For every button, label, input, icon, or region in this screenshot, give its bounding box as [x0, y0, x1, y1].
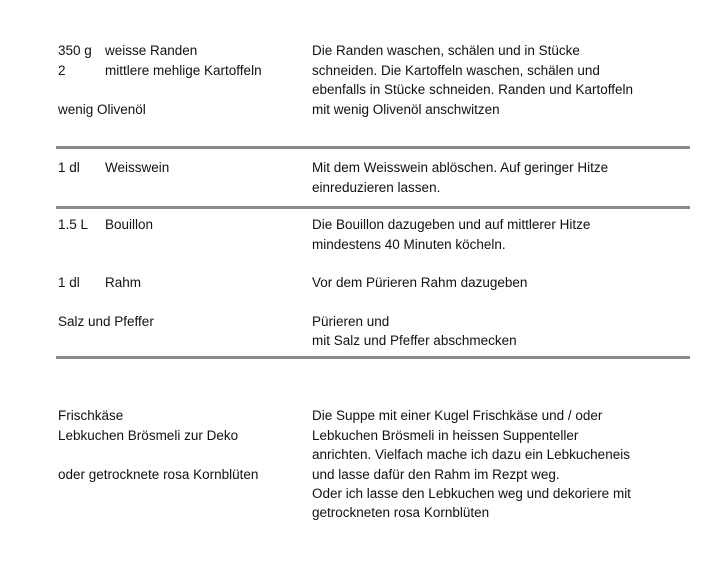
section-divider: [56, 146, 690, 149]
ingredient-qty: 1 dl: [58, 160, 80, 175]
ingredient-qty: 1 dl: [58, 275, 80, 290]
ingredient-name: oder getrocknete rosa Kornblüten: [58, 467, 259, 482]
instruction-line: anrichten. Vielfach mache ich dazu ein Lebkucheneis: [312, 447, 630, 462]
ingredient-name: weisse Randen: [105, 43, 198, 58]
ingredient-qty: 350 g: [58, 43, 92, 58]
instruction-line: ebenfalls in Stücke schneiden. Randen und Kartoffeln: [312, 82, 633, 97]
instruction-line: Die Suppe mit einer Kugel Frischkäse und / oder: [312, 408, 603, 423]
ingredient-name: Bouillon: [105, 217, 154, 232]
ingredient-name: Frischkäse: [58, 408, 124, 423]
instruction-line: Mit dem Weisswein ablöschen. Auf geringer Hitze: [312, 160, 609, 175]
instruction-line: getrockneten rosa Kornblüten: [312, 505, 490, 520]
ingredient-name: wenig Olivenöl: [58, 102, 146, 117]
instruction-line: mit wenig Olivenöl anschwitzen: [312, 102, 500, 117]
ingredient-name: Rahm: [105, 275, 142, 290]
ingredient-qty: 1.5 L: [58, 217, 89, 232]
ingredient-name: Lebkuchen Brösmeli zur Deko: [58, 428, 239, 443]
section-divider: [56, 206, 690, 209]
ingredient-qty: 2: [58, 63, 66, 78]
instruction-line: Die Bouillon dazugeben und auf mittlerer Hitze: [312, 217, 591, 232]
ingredient-name: mittlere mehlige Kartoffeln: [105, 63, 262, 78]
instruction-line: Vor dem Pürieren Rahm dazugeben: [312, 275, 528, 290]
instruction-line: schneiden. Die Kartoffeln waschen, schälen und: [312, 63, 600, 78]
ingredient-name: Salz und Pfeffer: [58, 314, 154, 329]
instruction-line: Die Randen waschen, schälen und in Stücke: [312, 43, 580, 58]
ingredient-name: Weisswein: [105, 160, 170, 175]
instruction-line: Lebkuchen Brösmeli in heissen Suppenteller: [312, 428, 579, 443]
instruction-line: mit Salz und Pfeffer abschmecken: [312, 333, 517, 348]
instruction-line: Oder ich lasse den Lebkuchen weg und dekoriere mit: [312, 486, 631, 501]
instruction-line: mindestens 40 Minuten köcheln.: [312, 237, 506, 252]
instruction-line: einreduzieren lassen.: [312, 180, 441, 195]
instruction-line: und lasse dafür den Rahm im Rezpt weg.: [312, 467, 560, 482]
section-divider: [56, 356, 690, 359]
instruction-line: Pürieren und: [312, 314, 390, 329]
